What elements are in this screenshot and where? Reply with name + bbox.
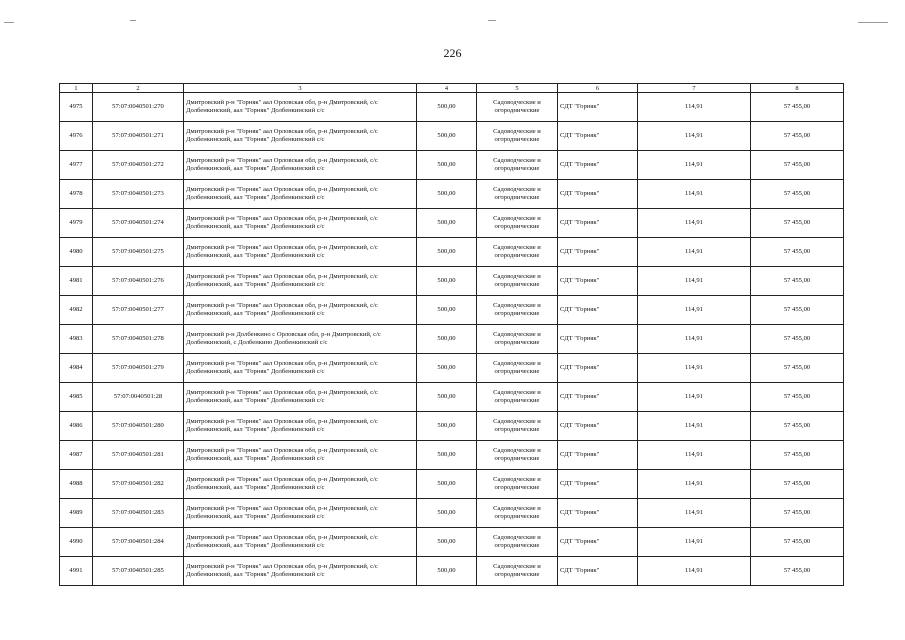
table-row [60, 557, 844, 586]
land-use-cell: Садоводческие и огороднические [477, 557, 558, 586]
address-cell: Дмитровский р-н "Горняк" аал Орловская обл, р-н Дмитровский, с/с Долбенкинский, аал "Горняк" Долбенкинский с/с [184, 528, 417, 557]
cadastral-value-cell: 57 455,00 [751, 238, 844, 267]
area-cell: 500,00 [417, 93, 477, 122]
cadastral-value-cell: 57 455,00 [751, 412, 844, 441]
owner-cell: СДТ "Горняк" [558, 383, 638, 412]
owner-cell: СДТ "Горняк" [558, 180, 638, 209]
owner-cell: СДТ "Горняк" [558, 151, 638, 180]
area-cell: 500,00 [417, 528, 477, 557]
row-number-cell: 4978 [60, 180, 93, 209]
cadastral-value-cell: 57 455,00 [751, 93, 844, 122]
cadastral-value-cell: 57 455,00 [751, 354, 844, 383]
cadastral-number-cell: 57:07:0040501:279 [93, 354, 184, 383]
area-cell: 500,00 [417, 180, 477, 209]
table-row [60, 354, 844, 383]
area-cell: 500,00 [417, 412, 477, 441]
cadastral-value-cell: 57 455,00 [751, 296, 844, 325]
owner-cell: СДТ "Горняк" [558, 354, 638, 383]
cadastral-number-cell: 57:07:0040501:272 [93, 151, 184, 180]
page-number: 226 [443, 46, 462, 60]
row-number-cell: 4986 [60, 412, 93, 441]
land-use-cell: Садоводческие и огороднические [477, 180, 558, 209]
table-row [60, 151, 844, 180]
column-header: 1 [60, 84, 93, 93]
row-number-cell: 4981 [60, 267, 93, 296]
row-number-cell: 4976 [60, 122, 93, 151]
cadastral-number-cell: 57:07:0040501:277 [93, 296, 184, 325]
cadastral-number-cell: 57:07:0040501:282 [93, 470, 184, 499]
address-cell: Дмитровский р-н "Горняк" аал Орловская обл, р-н Дмитровский, с/с Долбенкинский, аал "Горняк" Долбенкинский с/с [184, 93, 417, 122]
cadastral-value-cell: 57 455,00 [751, 122, 844, 151]
owner-cell: СДТ "Горняк" [558, 209, 638, 238]
cadastral-number-cell: 57:07:0040501:28 [93, 383, 184, 412]
row-number-cell: 4985 [60, 383, 93, 412]
cadastral-rate-cell: 114,91 [638, 325, 751, 354]
row-number-cell: 4990 [60, 528, 93, 557]
row-number-cell: 4982 [60, 296, 93, 325]
owner-cell: СДТ "Горняк" [558, 93, 638, 122]
table-row [60, 209, 844, 238]
cadastral-value-cell: 57 455,00 [751, 325, 844, 354]
land-use-cell: Садоводческие и огороднические [477, 238, 558, 267]
land-use-cell: Садоводческие и огороднические [477, 470, 558, 499]
row-number-cell: 4988 [60, 470, 93, 499]
table-row [60, 180, 844, 209]
cadastral-number-cell: 57:07:0040501:275 [93, 238, 184, 267]
area-cell: 500,00 [417, 267, 477, 296]
cadastral-number-cell: 57:07:0040501:271 [93, 122, 184, 151]
table-row [60, 238, 844, 267]
cadastral-number-cell: 57:07:0040501:276 [93, 267, 184, 296]
row-number-cell: 4980 [60, 238, 93, 267]
area-cell: 500,00 [417, 383, 477, 412]
address-cell: Дмитровский р-н "Горняк" аал Орловская обл, р-н Дмитровский, с/с Долбенкинский, аал "Горняк" Долбенкинский с/с [184, 441, 417, 470]
cadastral-value-cell: 57 455,00 [751, 557, 844, 586]
owner-cell: СДТ "Горняк" [558, 441, 638, 470]
table-row [60, 296, 844, 325]
land-use-cell: Садоводческие и огороднические [477, 354, 558, 383]
cadastral-number-cell: 57:07:0040501:285 [93, 557, 184, 586]
owner-cell: СДТ "Горняк" [558, 557, 638, 586]
table-row [60, 528, 844, 557]
address-cell: Дмитровский р-н "Горняк" аал Орловская обл, р-н Дмитровский, с/с Долбенкинский, аал "Горняк" Долбенкинский с/с [184, 470, 417, 499]
table-row [60, 122, 844, 151]
cadastral-rate-cell: 114,91 [638, 441, 751, 470]
owner-cell: СДТ "Горняк" [558, 528, 638, 557]
table-row [60, 441, 844, 470]
land-use-cell: Садоводческие и огороднические [477, 528, 558, 557]
cadastral-rate-cell: 114,91 [638, 412, 751, 441]
area-cell: 500,00 [417, 296, 477, 325]
cadastral-value-cell: 57 455,00 [751, 180, 844, 209]
address-cell: Дмитровский р-н "Горняк" аал Орловская обл, р-н Дмитровский, с/с Долбенкинский, аал "Горняк" Долбенкинский с/с [184, 238, 417, 267]
owner-cell: СДТ "Горняк" [558, 267, 638, 296]
cadastral-rate-cell: 114,91 [638, 470, 751, 499]
address-cell: Дмитровский р-н "Горняк" аал Орловская обл, р-н Дмитровский, с/с Долбенкинский, аал "Горняк" Долбенкинский с/с [184, 296, 417, 325]
address-cell: Дмитровский р-н Долбенкино с Орловская обл, р-н Дмитровский, с/с Долбенкинский, с Долбенкино Долбенкинский с/с [184, 325, 417, 354]
cadastral-rate-cell: 114,91 [638, 296, 751, 325]
cadastral-rate-cell: 114,91 [638, 528, 751, 557]
cadastral-rate-cell: 114,91 [638, 93, 751, 122]
column-header: 6 [558, 84, 638, 93]
table-row [60, 93, 844, 122]
scan-artifact [130, 20, 136, 21]
cadastral-rate-cell: 114,91 [638, 209, 751, 238]
cadastral-rate-cell: 114,91 [638, 557, 751, 586]
owner-cell: СДТ "Горняк" [558, 412, 638, 441]
row-number-cell: 4975 [60, 93, 93, 122]
cadastral-rate-cell: 114,91 [638, 267, 751, 296]
land-use-cell: Садоводческие и огороднические [477, 499, 558, 528]
land-use-cell: Садоводческие и огороднические [477, 267, 558, 296]
table-row [60, 499, 844, 528]
land-use-cell: Садоводческие и огороднические [477, 441, 558, 470]
column-header: 4 [417, 84, 477, 93]
land-use-cell: Садоводческие и огороднические [477, 412, 558, 441]
cadastral-value-cell: 57 455,00 [751, 383, 844, 412]
cadastral-rate-cell: 114,91 [638, 383, 751, 412]
land-use-cell: Садоводческие и огороднические [477, 383, 558, 412]
scan-artifact [488, 20, 496, 21]
row-number-cell: 4979 [60, 209, 93, 238]
area-cell: 500,00 [417, 325, 477, 354]
address-cell: Дмитровский р-н "Горняк" аал Орловская обл, р-н Дмитровский, с/с Долбенкинский, аал "Горняк" Долбенкинский с/с [184, 383, 417, 412]
land-use-cell: Садоводческие и огороднические [477, 296, 558, 325]
area-cell: 500,00 [417, 499, 477, 528]
row-number-cell: 4977 [60, 151, 93, 180]
cadastral-number-cell: 57:07:0040501:278 [93, 325, 184, 354]
land-use-cell: Садоводческие и огороднические [477, 151, 558, 180]
owner-cell: СДТ "Горняк" [558, 238, 638, 267]
cadastral-number-cell: 57:07:0040501:281 [93, 441, 184, 470]
address-cell: Дмитровский р-н "Горняк" аал Орловская обл, р-н Дмитровский, с/с Долбенкинский, аал "Горняк" Долбенкинский с/с [184, 267, 417, 296]
cadastral-value-cell: 57 455,00 [751, 151, 844, 180]
column-header: 2 [93, 84, 184, 93]
address-cell: Дмитровский р-н "Горняк" аал Орловская обл, р-н Дмитровский, с/с Долбенкинский, аал "Горняк" Долбенкинский с/с [184, 122, 417, 151]
owner-cell: СДТ "Горняк" [558, 470, 638, 499]
area-cell: 500,00 [417, 557, 477, 586]
land-use-cell: Садоводческие и огороднические [477, 325, 558, 354]
table-row [60, 325, 844, 354]
address-cell: Дмитровский р-н "Горняк" аал Орловская обл, р-н Дмитровский, с/с Долбенкинский, аал "Горняк" Долбенкинский с/с [184, 354, 417, 383]
column-header: 3 [184, 84, 417, 93]
cadastral-number-cell: 57:07:0040501:280 [93, 412, 184, 441]
cadastral-number-cell: 57:07:0040501:273 [93, 180, 184, 209]
address-cell: Дмитровский р-н "Горняк" аал Орловская обл, р-н Дмитровский, с/с Долбенкинский, аал "Горняк" Долбенкинский с/с [184, 209, 417, 238]
row-number-cell: 4987 [60, 441, 93, 470]
address-cell: Дмитровский р-н "Горняк" аал Орловская обл, р-н Дмитровский, с/с Долбенкинский, аал "Горняк" Долбенкинский с/с [184, 180, 417, 209]
area-cell: 500,00 [417, 470, 477, 499]
owner-cell: СДТ "Горняк" [558, 296, 638, 325]
land-use-cell: Садоводческие и огороднические [477, 209, 558, 238]
area-cell: 500,00 [417, 209, 477, 238]
row-number-cell: 4991 [60, 557, 93, 586]
address-cell: Дмитровский р-н "Горняк" аал Орловская обл, р-н Дмитровский, с/с Долбенкинский, аал "Горняк" Долбенкинский с/с [184, 499, 417, 528]
scan-artifact [4, 22, 14, 23]
cadastral-value-cell: 57 455,00 [751, 209, 844, 238]
cadastral-value-cell: 57 455,00 [751, 470, 844, 499]
cadastral-rate-cell: 114,91 [638, 238, 751, 267]
row-number-cell: 4989 [60, 499, 93, 528]
area-cell: 500,00 [417, 354, 477, 383]
cadastral-value-cell: 57 455,00 [751, 499, 844, 528]
cadastral-number-cell: 57:07:0040501:284 [93, 528, 184, 557]
cadastral-rate-cell: 114,91 [638, 122, 751, 151]
cadastral-number-cell: 57:07:0040501:270 [93, 93, 184, 122]
scan-artifact [858, 22, 888, 23]
cadastral-rate-cell: 114,91 [638, 354, 751, 383]
address-cell: Дмитровский р-н "Горняк" аал Орловская обл, р-н Дмитровский, с/с Долбенкинский, аал "Горняк" Долбенкинский с/с [184, 151, 417, 180]
column-header: 5 [477, 84, 558, 93]
owner-cell: СДТ "Горняк" [558, 499, 638, 528]
column-number-row [60, 84, 844, 93]
table-row [60, 412, 844, 441]
area-cell: 500,00 [417, 238, 477, 267]
area-cell: 500,00 [417, 441, 477, 470]
address-cell: Дмитровский р-н "Горняк" аал Орловская обл, р-н Дмитровский, с/с Долбенкинский, аал "Горняк" Долбенкинский с/с [184, 557, 417, 586]
cadastral-rate-cell: 114,91 [638, 180, 751, 209]
cadastral-rate-cell: 114,91 [638, 499, 751, 528]
cadastral-value-cell: 57 455,00 [751, 267, 844, 296]
cadastral-value-cell: 57 455,00 [751, 528, 844, 557]
column-header: 7 [638, 84, 751, 93]
cadastral-number-cell: 57:07:0040501:283 [93, 499, 184, 528]
cadastral-number-cell: 57:07:0040501:274 [93, 209, 184, 238]
land-use-cell: Садоводческие и огороднические [477, 122, 558, 151]
table-row [60, 383, 844, 412]
area-cell: 500,00 [417, 122, 477, 151]
cadastral-rate-cell: 114,91 [638, 151, 751, 180]
owner-cell: СДТ "Горняк" [558, 325, 638, 354]
table-row [60, 267, 844, 296]
area-cell: 500,00 [417, 151, 477, 180]
row-number-cell: 4984 [60, 354, 93, 383]
row-number-cell: 4983 [60, 325, 93, 354]
owner-cell: СДТ "Горняк" [558, 122, 638, 151]
address-cell: Дмитровский р-н "Горняк" аал Орловская обл, р-н Дмитровский, с/с Долбенкинский, аал "Горняк" Долбенкинский с/с [184, 412, 417, 441]
table-row [60, 470, 844, 499]
cadastral-value-cell: 57 455,00 [751, 441, 844, 470]
column-header: 8 [751, 84, 844, 93]
land-use-cell: Садоводческие и огороднические [477, 93, 558, 122]
register-table [59, 83, 844, 586]
